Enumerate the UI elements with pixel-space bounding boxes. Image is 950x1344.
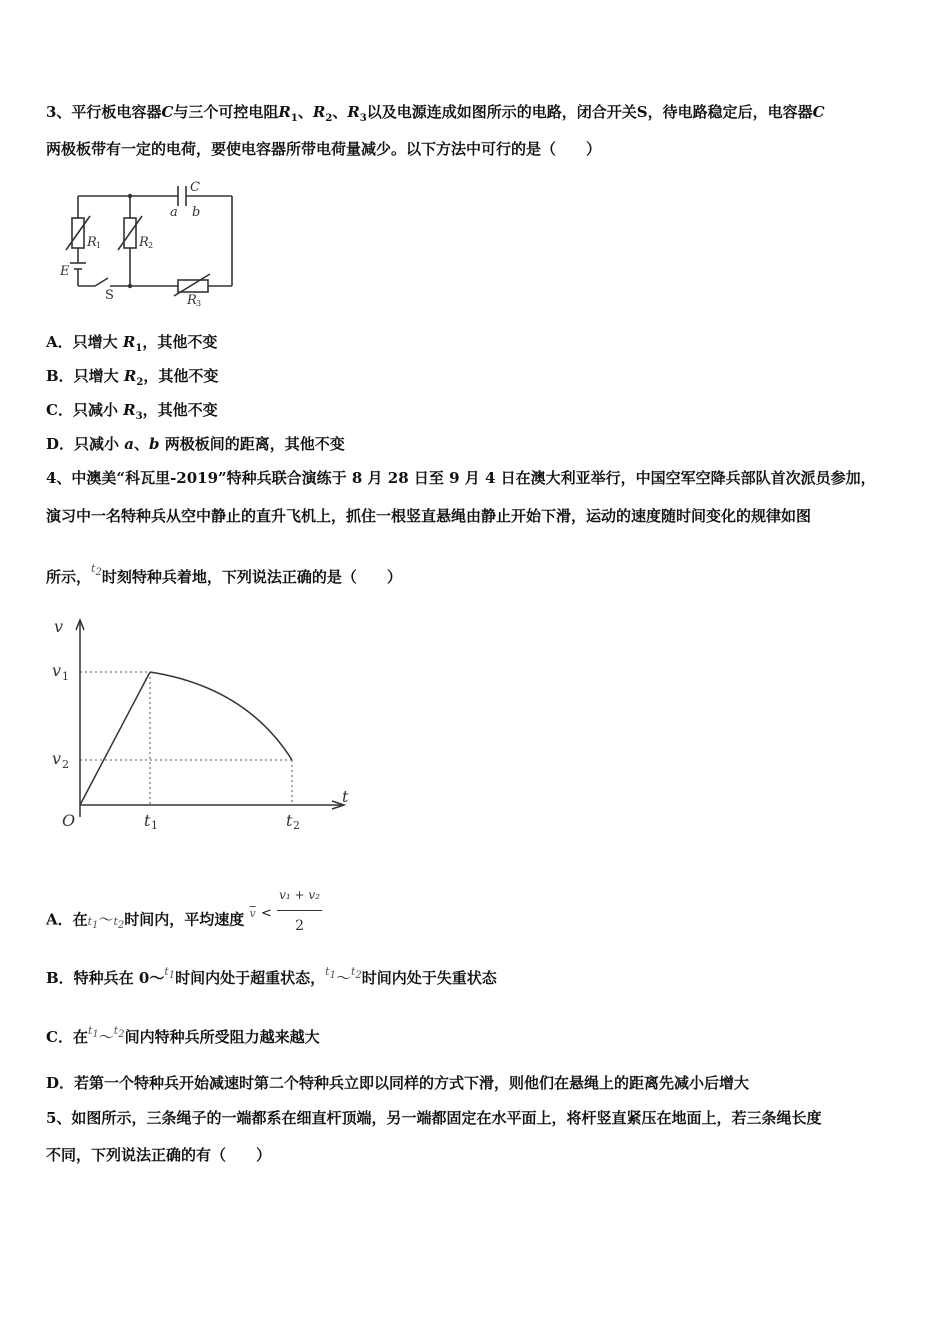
q5-stem-line2: 不同，下列说法正确的有（ ） xyxy=(46,1146,272,1164)
q3-option-b: B．只增大 $R_2$，其他不变 xyxy=(46,367,219,388)
r2-label: R xyxy=(139,235,149,250)
q4-stem-line2: 演习中一名特种兵从空中静止的直升飞机上，抓住一根竖直悬绳由静止开始下滑，运动的速度随时间变化的规律如图 xyxy=(46,507,812,525)
circuit-diagram xyxy=(50,178,250,308)
t2-label: t xyxy=(286,811,293,830)
r2-subscript: 2 xyxy=(148,241,154,250)
v1-subscript: 1 xyxy=(62,670,69,683)
r1-label: R xyxy=(87,235,97,250)
q4-option-c: C．在$^{t_1}$～$^{t_2}$间内特种兵所受阻力越来越大 xyxy=(46,1024,320,1046)
capacitor-label: C xyxy=(190,180,200,195)
v2-subscript: 2 xyxy=(62,758,69,771)
q3-option-a: A．只增大 $R_1$，其他不变 xyxy=(46,333,218,354)
q5-stem-line1: 5、如图所示，三条绳子的一端都系在细直杆顶端，另一端都固定在水平面上，将杆竖直紧压在地面上，若三条绳长度 xyxy=(46,1109,822,1127)
q4-option-a: A．在$t_1\sim t_2$时间内，平均速度 $^{\overline{v}}$ < $\frac{\text{v₁ + v₂}}{2}$ xyxy=(46,890,322,951)
battery-label: E xyxy=(60,264,70,279)
r3-subscript: 3 xyxy=(196,299,202,308)
q3-option-d: D．只减小 a、b 两极板间的距离，其他不变 xyxy=(46,435,345,453)
v2-label: v xyxy=(52,749,62,768)
axis-t-label: t xyxy=(342,787,349,806)
q3-stem-line2: 两极板带有一定的电荷，要使电容器所带电荷量减少。以下方法中可行的是（ ） xyxy=(46,140,602,158)
switch-label: S xyxy=(105,288,114,303)
q4-option-b: B．特种兵在 0～$^{t_1}$时间内处于超重状态，$^{t_1}$～$^{t_2}$时间内处于失重状态 xyxy=(46,965,497,987)
t2-subscript: 2 xyxy=(293,819,300,832)
origin-label: O xyxy=(62,811,76,830)
q3-stem-line1: 3、平行板电容器C与三个可控电阻$R_1$、$R_2$、$R_3$以及电源连成如图所示的电路，闭合开关S，待电路稳定后，电容器C xyxy=(46,103,825,124)
q3-option-c: C．只减小 $R_3$，其他不变 xyxy=(46,401,218,422)
t1-label: t xyxy=(144,811,151,830)
v1-label: v xyxy=(52,661,62,680)
t1-subscript: 1 xyxy=(151,819,158,832)
plate-b-label: b xyxy=(192,205,201,220)
axis-v-label: v xyxy=(54,617,64,636)
q4-stem-line1: 4、中澳美“科瓦里-2019”特种兵联合演练于 8 月 28 日至 9 月 4 日在澳大利亚举行，中国空军空降兵部队首次派员参加， xyxy=(46,469,876,487)
r1-subscript: 1 xyxy=(96,241,102,250)
q4-stem-line3: 所示，$^{t_2}$时刻特种兵着地，下列说法正确的是（ ） xyxy=(46,562,402,586)
velocity-time-graph xyxy=(46,612,366,842)
q4-option-d: D．若第一个特种兵开始减速时第二个特种兵立即以同样的方式下滑，则他们在悬绳上的距离先减小后增大 xyxy=(46,1074,750,1092)
plate-a-label: a xyxy=(170,205,178,220)
r3-label: R xyxy=(187,293,197,308)
